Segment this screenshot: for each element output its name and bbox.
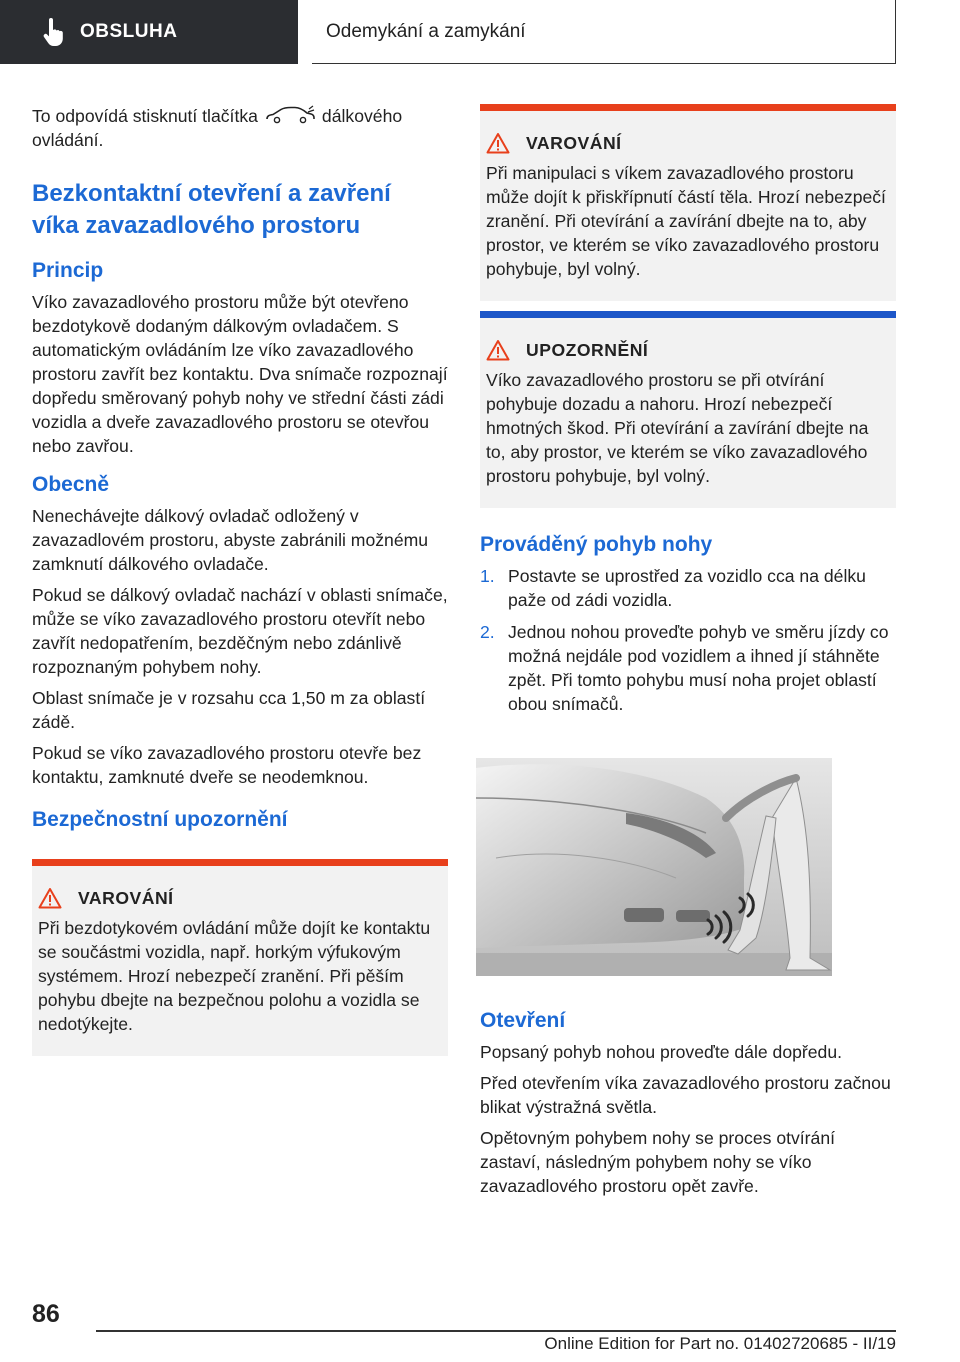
chapter-header [312,0,896,64]
notice-box [480,311,896,508]
intro-text-after: dálkového [321,106,403,126]
hand-touch-icon [40,17,66,47]
principle-heading: Princip [32,259,104,282]
general-paragraph-1: Nenechávejte dálkový ovladač odložený v zavazadlovém prostoru, abyste zabránili možnému zamknutí dálkového ovladače. [32,506,429,574]
intro-text-line2: ovládání. [32,130,104,150]
notice-title-text: UPOZORNĚNÍ [526,340,649,360]
intro-paragraph [32,104,448,152]
left-column [32,104,448,1056]
warning-text: Při manipulaci s víkem zavazadlového prostoru může dojít k přiskřípnutí částí těla. Hrozí nebezpečí zranění. Při otevírání a zavírání dbejte na to, aby prostor, ve kterém se víko zavazadlového prostoru pohybuje, byl volný. [486,163,886,279]
page-title [32,178,448,242]
edition-note: Online Edition for Part no. 01402720685 - II/19 [544,1334,896,1353]
step-item [480,564,896,612]
intro-text-before: To odpovídá stisknutí tlačítka [32,106,258,126]
general-paragraph-2: Pokud se dálkový ovladač nachází v oblasti snímače, může se víko zavazadlového prostoru otevřít nebo zavřít nedopatřením, bezděčným nebo zdánlivě rozpoznaným pohybem nohy. [32,585,448,677]
open-paragraph-1: Popsaný pohyb nohou proveďte dále dopředu. [480,1042,842,1062]
foot-gesture-illustration [476,758,832,976]
general-paragraph-3: Oblast snímače je v rozsahu cca 1,50 m za oblastí zádě. [32,688,426,732]
section-tab [0,0,298,64]
warning-box-pinch [480,104,896,301]
movement-heading: Prováděný pohyb nohy [480,533,713,556]
warning-triangle-icon [486,132,510,154]
page-number: 86 [32,1300,60,1328]
general-paragraph-4: Pokud se víko zavazadlového prostoru otevře bez kontaktu, zamknuté dveře se neodemknou. [32,743,422,787]
right-column-bottom [480,1008,896,1205]
general-heading: Obecně [32,473,110,496]
step-text: Postavte se uprostřed za vozidlo cca na délku paže od zádi vozidla. [508,566,866,610]
step-number: 2. [480,622,495,642]
principle-text: Víko zavazadlového prostoru může být otevřeno bezdotykově dodaným dálkovým ovladačem. S automatickým ovládáním lze víko zavazadlového prostoru zavřít bez kontaktu. Dva snímače rozpoznají dopředu směrovaný pohyb nohy ve střední části zádi vozidla a dveře zavazadlového prostoru se otevřou nebo zavřou. [32,292,448,456]
open-paragraph-3: Opětovným pohybem nohy se proces otvírání zastaví, následným pohybem nohy se víko zavazadlového prostoru opět zavře. [480,1128,835,1196]
step-item [480,620,896,716]
steps-list [480,564,896,716]
warning-text: Při bezdotykovém ovládání může dojít ke kontaktu se součástmi vozidla, např. horkým výfukovým systémem. Hrozí nebezpečí zranění. Při pěším pohybu dbejte na bezpečnou polohu a vozidla se nedotýkejte. [38,918,431,1034]
warning-triangle-icon [38,887,62,909]
notice-text: Víko zavazadlového prostoru se při otvírání pohybuje dozadu a nahoru. Hrozí nebezpečí hmotných škod. Při otevírání a zavírání dbejte na to, aby prostor, ve kterém se víko zavazadlového prostoru pohybuje, byl volný. [486,370,869,486]
warning-title [486,131,888,155]
right-column [480,104,896,724]
step-number: 1. [480,566,495,586]
footer-divider [96,1330,896,1332]
section-label: OBSLUHA [80,21,178,42]
step-text: Jednou nohou proveďte pohyb ve směru jízdy co možná nejdále pod vozidlem a ihned jí stáhněte zpět. Při tomto pohybu musí noha projet oblastí obou snímačů. [508,622,889,714]
chapter-label: Odemykání a zamykání [326,20,526,42]
warning-title-text: VAROVÁNÍ [526,133,622,153]
notice-triangle-icon [486,339,510,361]
page-title-line1: Bezkontaktní otevření a zavření [32,180,391,207]
open-paragraph-2: Před otevřením víka zavazadlového prostoru začnou blikat výstražná světla. [480,1073,891,1117]
warning-box-contact [32,859,448,1056]
notice-title [486,338,888,362]
car-remote-button-icon [264,105,316,125]
safety-heading: Bezpečnostní upozornění [32,808,288,831]
warning-title [38,886,440,910]
open-heading: Otevření [480,1009,566,1032]
warning-title-text: VAROVÁNÍ [78,888,174,908]
page-title-line2: víka zavazadlového prostoru [32,212,361,239]
